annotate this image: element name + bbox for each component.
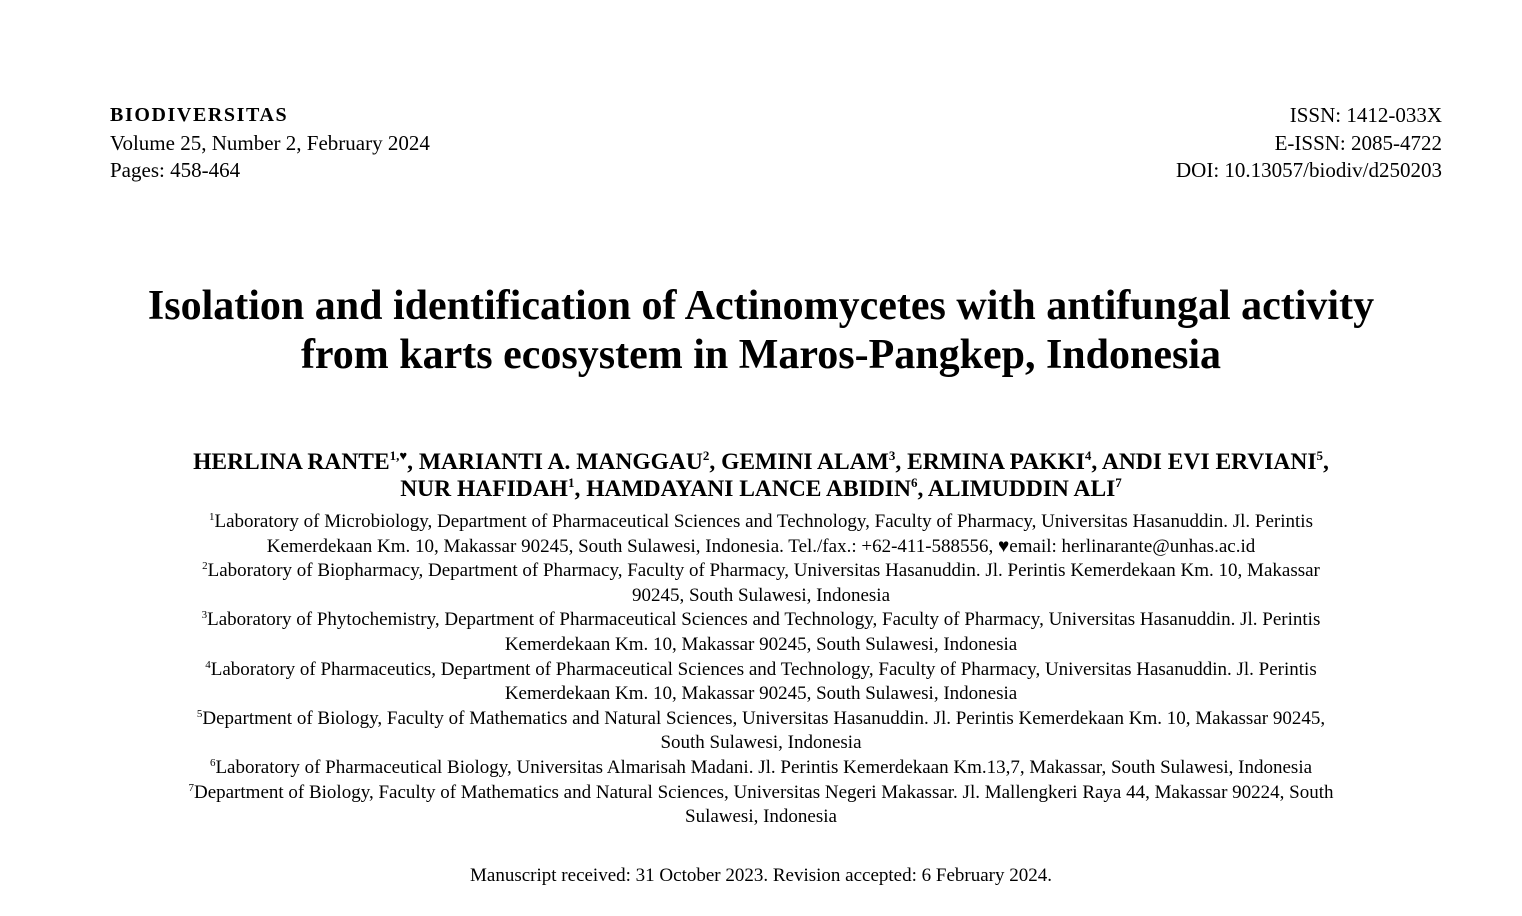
title-line-1: Isolation and identification of Actinomycetes with antifungal activity <box>147 283 1375 329</box>
affiliation-number: 3 <box>201 609 208 622</box>
affiliation-line <box>60 781 1462 806</box>
affiliation-1 <box>60 510 1462 559</box>
title-line-2: from karts ecosystem in Maros-Pangkep, Indonesia <box>300 332 1222 378</box>
author-name: ERMINA PAKKI <box>907 449 1085 475</box>
author-separator: , <box>1091 449 1102 475</box>
affiliation-3 <box>60 608 1462 657</box>
issn: ISSN: 1412-033X <box>1289 103 1442 127</box>
affiliation-line <box>60 658 1462 683</box>
author-affiliation-mark: 7 <box>1115 475 1122 490</box>
affiliation-7 <box>60 781 1462 830</box>
affiliation-number: 7 <box>188 781 194 794</box>
affiliation-5 <box>60 707 1462 756</box>
author-affiliation-mark: 4 <box>1084 448 1092 463</box>
author-affiliation-mark: 5 <box>1316 448 1323 463</box>
author-affiliation-mark: 1 <box>567 475 575 490</box>
author-affiliation-mark: 2 <box>702 448 710 463</box>
affiliation-number: 2 <box>202 560 208 573</box>
affiliation-line <box>60 756 1462 781</box>
affiliation-number: 1 <box>209 511 215 523</box>
journal-volume: Volume 25, Number 2, February 2024 <box>110 130 430 155</box>
affiliation-text: Department of Biology, Faculty of Mathematics and Natural Sciences, Universitas Negeri Makassar. Jl. Mallengkeri Raya 44, Makassar 90224, South <box>193 781 1334 803</box>
affiliation-text: Department of Biology, Faculty of Mathematics and Natural Sciences, Universitas Hasanuddin. Jl. Perintis Kemerdekaan Km. 10, Makassar 90245, <box>202 707 1326 729</box>
affiliation-line: 90245, South Sulawesi, Indonesia <box>631 584 891 606</box>
affiliation-text: Laboratory of Microbiology, Department of Pharmaceutical Sciences and Technology, Faculty of Pharmacy, Universitas Hasanuddin. Jl. Perintis <box>214 511 1313 532</box>
author-name: HERLINA RANTE <box>193 449 390 475</box>
affiliation-line: Sulawesi, Indonesia <box>685 806 837 828</box>
manuscript-dates: Manuscript received: 31 October 2023. Revision accepted: 6 February 2024. <box>470 865 1052 886</box>
affiliation-line: Kemerdekaan Km. 10, Makassar 90245, South Sulawesi, Indonesia <box>504 633 1018 655</box>
eissn: E-ISSN: 2085-4722 <box>1274 130 1442 155</box>
author-separator: , <box>407 449 419 475</box>
journal-name: BIODIVERSITAS <box>110 104 289 126</box>
author-separator: , <box>574 476 587 502</box>
affiliation-line: Kemerdekaan Km. 10, Makassar 90245, South Sulawesi, Indonesia. Tel./fax.: +62-411-588556, ♥email: herlinarante@unhas.ac.id <box>266 535 1256 557</box>
affiliation-text: Laboratory of Phytochemistry, Department of Pharmaceutical Sciences and Technology, Faculty of Pharmacy, Universitas Hasanuddin. Jl. Perintis <box>207 609 1321 631</box>
affiliation-number: 4 <box>205 658 211 671</box>
affiliation-4 <box>60 658 1462 707</box>
author-affiliation-mark: 3 <box>888 448 896 463</box>
affiliation-number: 6 <box>209 756 216 769</box>
affiliation-line <box>60 510 1462 535</box>
author-name: NUR HAFIDAH <box>400 476 568 502</box>
journal-info <box>110 102 430 185</box>
author-name: HAMDAYANI LANCE ABIDIN <box>586 476 911 502</box>
affiliation-text: Laboratory of Pharmaceutical Biology, Universitas Almarisah Madani. Jl. Perintis Kemerdekaan Km.13,7, Makassar, South Sulawesi, Indonesia <box>215 756 1313 778</box>
author-separator: , <box>709 449 722 475</box>
author-separator: , <box>895 449 908 475</box>
author-name: ALIMUDDIN ALI <box>927 476 1116 502</box>
affiliation-2 <box>60 559 1462 608</box>
author-name: GEMINI ALAM <box>721 449 889 475</box>
paper-title <box>60 282 1462 380</box>
affiliation-line <box>60 608 1462 633</box>
author-affiliation-mark: 6 <box>910 475 918 490</box>
author-separator: , <box>1322 449 1329 475</box>
affiliation-number: 5 <box>196 707 203 720</box>
author-name: MARIANTI A. MANGGAU <box>418 449 703 475</box>
author-line-1 <box>40 449 1482 476</box>
author-line-2 <box>40 476 1482 503</box>
affiliation-line <box>60 707 1462 732</box>
journal-identifiers <box>1176 102 1442 185</box>
affiliation-list <box>60 510 1462 830</box>
author-name: ANDI EVI ERVIANI <box>1101 449 1317 475</box>
affiliation-6 <box>60 756 1462 781</box>
author-list <box>40 449 1482 503</box>
doi: DOI: 10.13057/biodiv/d250203 <box>1176 158 1442 182</box>
journal-pages: Pages: 458-464 <box>110 158 241 182</box>
affiliation-text: Laboratory of Biopharmacy, Department of Pharmacy, Faculty of Pharmacy, Universitas Hasanuddin. Jl. Perintis Kemerdekaan Km. 10, Makassar <box>207 560 1320 582</box>
author-affiliation-mark: 1,♥ <box>389 448 408 463</box>
affiliation-line: South Sulawesi, Indonesia <box>660 732 862 754</box>
affiliation-text: Laboratory of Pharmaceutics, Department of Pharmaceutical Sciences and Technology, Faculty of Pharmacy, Universitas Hasanuddin. Jl. Perintis <box>210 658 1317 680</box>
author-separator: , <box>917 476 928 502</box>
affiliation-line <box>60 559 1462 584</box>
affiliation-line: Kemerdekaan Km. 10, Makassar 90245, South Sulawesi, Indonesia <box>504 683 1018 705</box>
